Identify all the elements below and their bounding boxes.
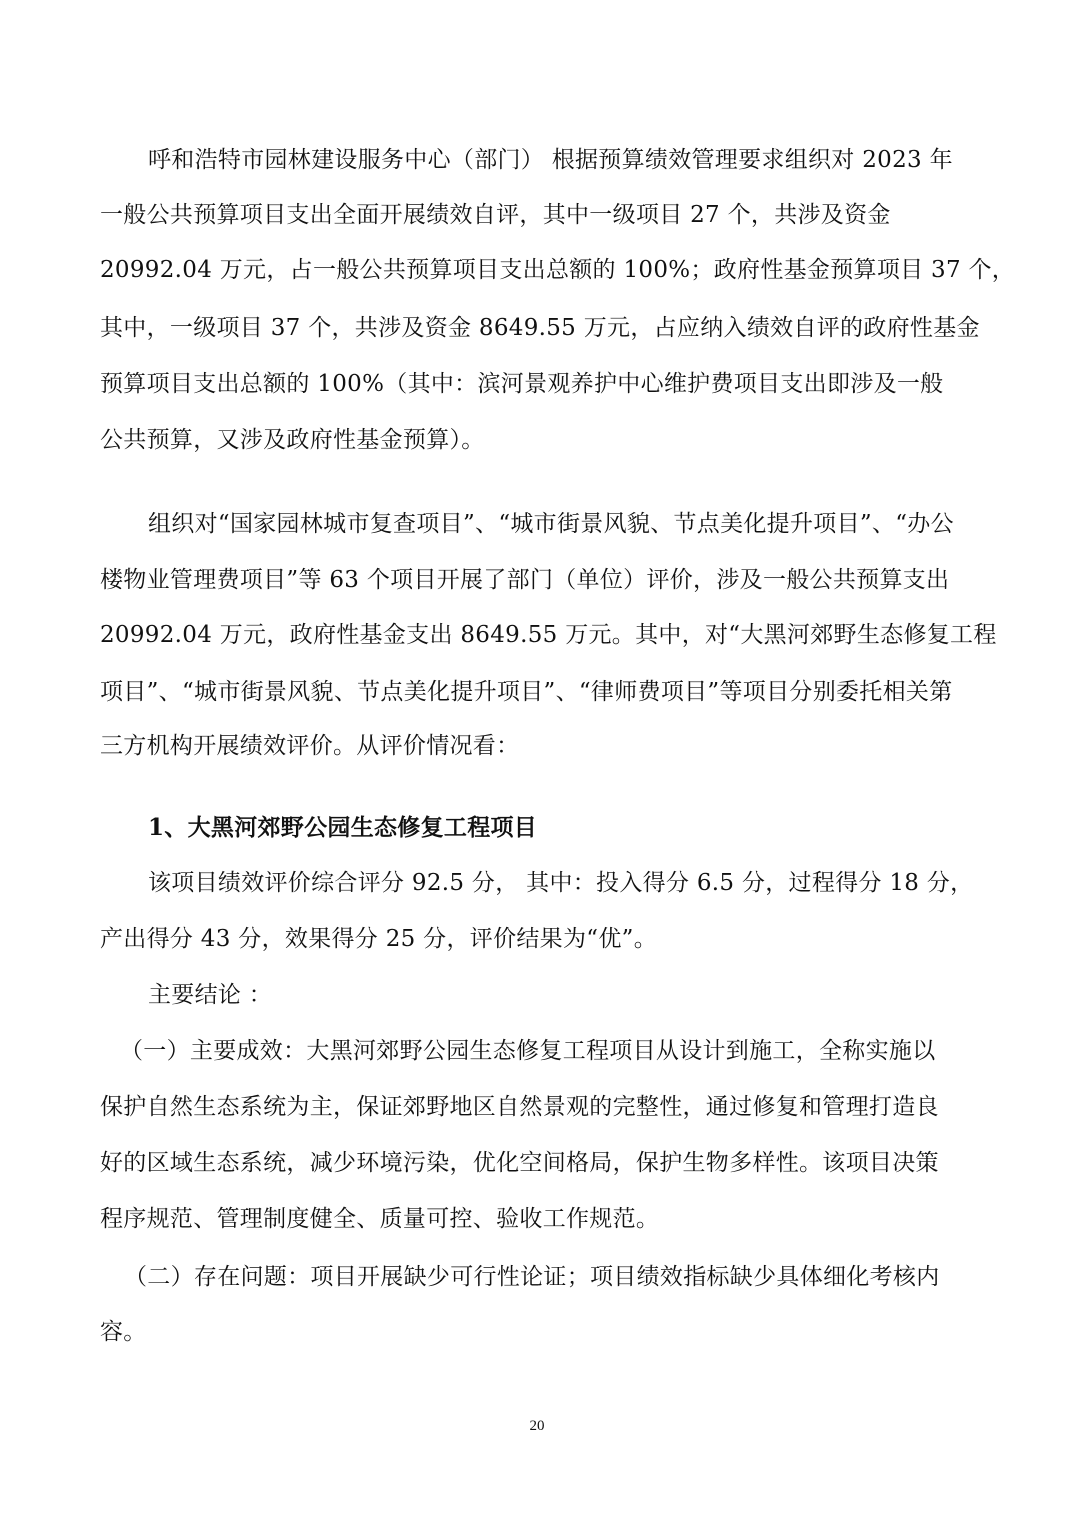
score-line-1: 该项目绩效评价综合评分 92.5 分， 其中：投入得分 6.5 分，过程得分 18 分， <box>148 870 974 896</box>
paragraph2-line-1: 组织对“国家园林城市复查项目”、“城市街景风貌、节点美化提升项目”、“办公 <box>148 511 954 537</box>
paragraph1-line-2: 一般公共预算项目支出全面开展绩效自评，其中一级项目 27 个，共涉及资金 <box>100 202 891 228</box>
paragraph1-line-4: 其中，一级项目 37 个，共涉及资金 8649.55 万元，占应纳入绩效自评的政府性基金 <box>100 315 980 341</box>
section-heading: 1、大黑河郊野公园生态修复工程项目 <box>148 814 538 841</box>
problems-line-2: 容。 <box>100 1319 147 1345</box>
achievements-line-2: 保护自然生态系统为主，保证郊野地区自然景观的完整性，通过修复和管理打造良 <box>100 1094 939 1120</box>
achievements-line-3: 好的区域生态系统，减少环境污染，优化空间格局，保护生物多样性。该项目决策 <box>100 1150 939 1176</box>
paragraph2-line-3: 20992.04 万元，政府性基金支出 8649.55 万元。其中，对“大黑河郊野生态修复工程 <box>100 622 997 648</box>
conclusion-label: 主要结论 ： <box>148 982 273 1008</box>
paragraph2-line-5: 三方机构开展绩效评价。从评价情况看： <box>100 733 520 759</box>
page-number: 20 <box>529 1418 545 1434</box>
score-line-2: 产出得分 43 分，效果得分 25 分，评价结果为“优”。 <box>100 926 657 952</box>
paragraph1-line-3: 20992.04 万元，占一般公共预算项目支出总额的 100%；政府性基金预算项目 37 个， <box>100 257 1016 283</box>
paragraph1-line-6: 公共预算，又涉及政府性基金预算）。 <box>100 427 485 453</box>
problems-line-1: （二）存在问题：项目开展缺少可行性论证；项目绩效指标缺少具体细化考核内 <box>124 1264 940 1290</box>
paragraph2-line-4: 项目”、“城市街景风貌、节点美化提升项目”、“律师费项目”等项目分别委托相关第 <box>100 679 953 705</box>
achievements-line-4: 程序规范、管理制度健全、质量可控、验收工作规范。 <box>100 1206 660 1232</box>
paragraph2-line-2: 楼物业管理费项目”等 63 个项目开展了部门（单位）评价，涉及一般公共预算支出 <box>100 567 950 593</box>
achievements-line-1: （一）主要成效：大黑河郊野公园生态修复工程项目从设计到施工，全称实施以 <box>120 1038 936 1064</box>
paragraph1-line-1: 呼和浩特市园林建设服务中心（部门） 根据预算绩效管理要求组织对 2023 年 <box>148 147 953 173</box>
paragraph1-line-5: 预算项目支出总额的 100%（其中：滨河景观养护中心维护费项目支出即涉及一般 <box>100 371 944 397</box>
